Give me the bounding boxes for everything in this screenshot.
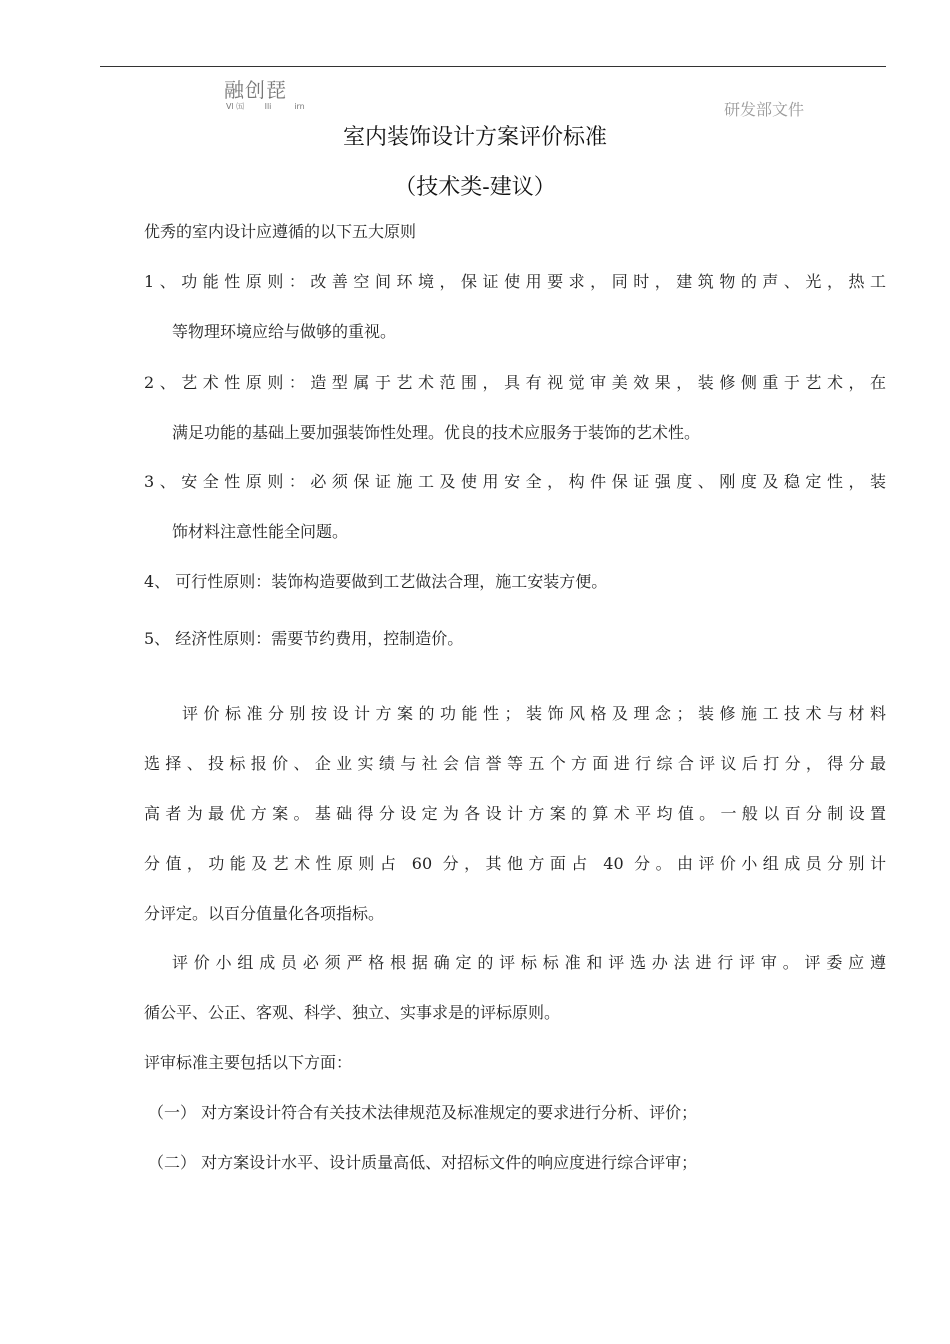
- scoring-paragraph-line-3: 高者为最优方案。基础得分设定为各设计方案的算术平均值。一般以百分制设置: [144, 804, 886, 823]
- scoring-paragraph-line-2: 选择、投标报价、企业实绩与社会信誉等五个方面进行综合评议后打分，得分最: [144, 754, 886, 773]
- document-subtitle: （技术类-建议）: [394, 175, 556, 200]
- scoring-paragraph-line-5: 分评定。以百分值量化各项指标。: [144, 904, 385, 923]
- principle-3-line-2: 饰材料注意性能全问题。: [172, 522, 349, 541]
- criteria-heading: 评审标准主要包括以下方面：: [144, 1053, 353, 1072]
- principle-4: 4、 可行性原则：装饰构造要做到工艺做法合理，施工安装方便。: [144, 572, 608, 591]
- company-logo: 融创琵: [224, 78, 287, 102]
- principle-1-line-1: 1、功能性原则：改善空间环境，保证使用要求，同时，建筑物的声、光，热工: [144, 272, 886, 291]
- scoring-paragraph-line-4: 分值，功能及艺术性原则占 60 分，其他方面占 40 分。由评价小组成员分别计: [144, 854, 886, 873]
- document-title: 室内装饰设计方案评价标准: [342, 125, 607, 150]
- department-label: 研发部文件: [724, 100, 805, 119]
- review-paragraph-line-1: 评价小组成员必须严格根据确定的评标标准和评选办法进行评审。评委应遵: [172, 953, 886, 972]
- scoring-paragraph-line-1: 评价标准分别按设计方案的功能性；装饰风格及理念；装修施工技术与材料: [182, 704, 886, 723]
- principle-3-line-1: 3、安全性原则：必须保证施工及使用安全，构件保证强度、刚度及稳定性，装: [144, 472, 886, 491]
- intro-line: 优秀的室内设计应遵循的以下五大原则: [144, 222, 417, 241]
- principle-1-line-2: 等物理环境应给与做够的重视。: [172, 322, 397, 341]
- criteria-item-2: （二） 对方案设计水平、设计质量高低、对招标文件的响应度进行综合评审；: [148, 1153, 698, 1172]
- principle-2-line-1: 2、艺术性原则：造型属于艺术范围，具有视觉审美效果，装修侧重于艺术，在: [144, 373, 886, 392]
- header-rule: [100, 66, 886, 67]
- criteria-item-1: （一） 对方案设计符合有关技术法律规范及标准规定的要求进行分析、评价；: [148, 1103, 698, 1122]
- review-paragraph-line-2: 循公平、公正、客观、科学、独立、实事求是的评标原则。: [144, 1003, 561, 1022]
- company-logo-subtext: Vl ㈤ Ili irn: [226, 102, 305, 111]
- principle-2-line-2: 满足功能的基础上要加强装饰性处理。优良的技术应服务于装饰的艺术性。: [172, 423, 701, 442]
- principle-5: 5、 经济性原则：需要节约费用，控制造价。: [144, 629, 464, 648]
